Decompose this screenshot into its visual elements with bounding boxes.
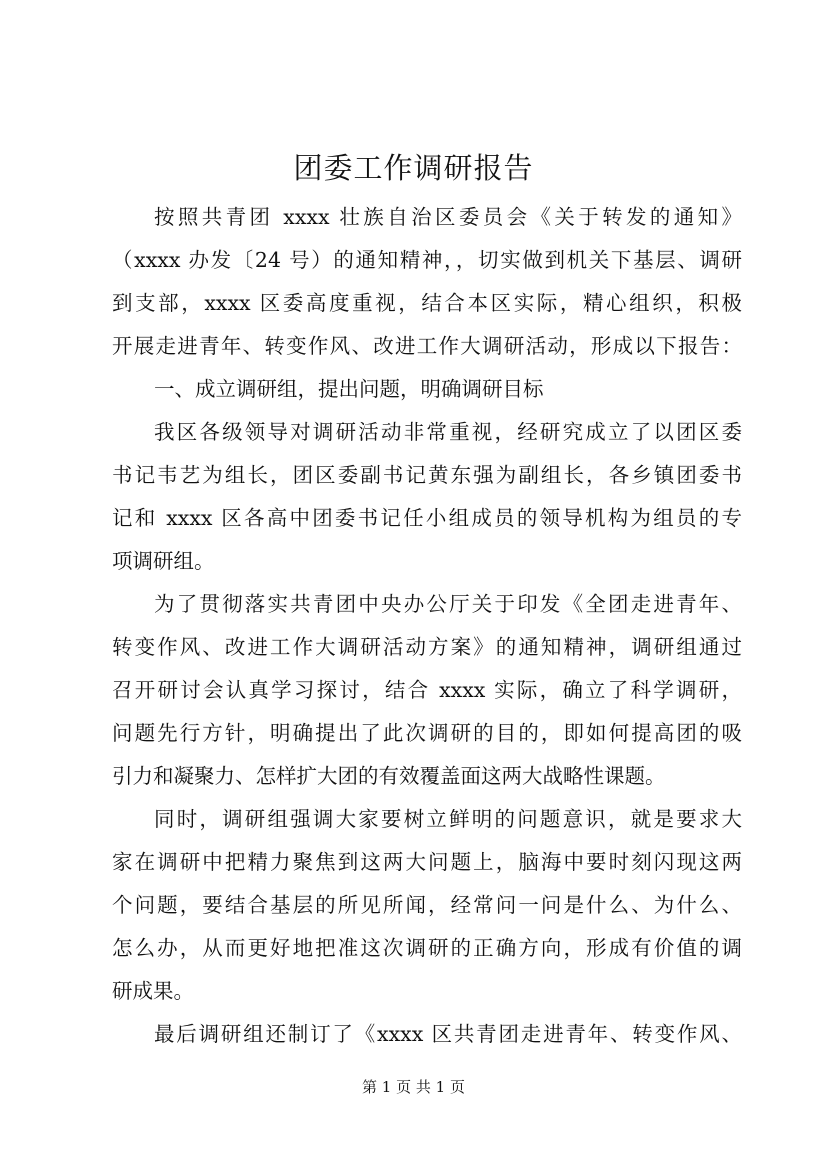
body-line: 怎么办，从而更好地把准这次调研的正确方向，形成有价值的调 (112, 936, 742, 960)
body-line: 最后调研组还制订了《xxxx 区共青团走进青年、转变作风、 (154, 1022, 742, 1046)
body-line: 我区各级领导对调研活动非常重视，经研究成立了以团区委 (154, 420, 742, 444)
body-line: 引力和凝聚力、怎样扩大团的有效覆盖面这两大战略性课题。 (112, 764, 666, 788)
body-line: 记和 xxxx 区各高中团委书记任小组成员的领导机构为组员的专 (112, 506, 742, 530)
body-line: 问题先行方针，明确提出了此次调研的目的，即如何提高团的吸 (112, 721, 742, 745)
body-line: （xxxx 办发〔24 号）的通知精神，，切实做到机关下基层、调研 (112, 248, 742, 272)
page-footer: 第 1 页 共 1 页 (362, 1078, 465, 1096)
body-line: 书记韦艺为组长，团区委副书记黄东强为副组长，各乡镇团委书 (112, 463, 742, 487)
body-line: 个问题，要结合基层的所见所闻，经常问一问是什么、为什么、 (112, 893, 742, 917)
body-line: 转变作风、改进工作大调研活动方案》的通知精神，调研组通过 (112, 635, 742, 659)
body-line: 一、成立调研组，提出问题，明确调研目标 (154, 377, 544, 401)
body-line: 为了贯彻落实共青团中央办公厅关于印发《全团走进青年、 (154, 592, 742, 616)
body-line: 开展走进青年、转变作风、改进工作大调研活动，形成以下报告： (112, 334, 742, 358)
body-line: 家在调研中把精力聚焦到这两大问题上，脑海中要时刻闪现这两 (112, 850, 742, 874)
body-line: 研成果。 (112, 979, 194, 1003)
body-line: 按照共青团 xxxx 壮族自治区委员会《关于转发的通知》 (154, 205, 742, 229)
body-line: 到支部，xxxx 区委高度重视，结合本区实际，精心组织，积极 (112, 291, 742, 315)
document-title: 团委工作调研报告 (293, 151, 534, 185)
body-line: 项调研组。 (112, 549, 215, 573)
body-line: 同时，调研组强调大家要树立鲜明的问题意识，就是要求大 (154, 807, 742, 831)
document-body (112, 196, 742, 1056)
body-line: 召开研讨会认真学习探讨，结合 xxxx 实际，确立了科学调研， (112, 678, 742, 702)
